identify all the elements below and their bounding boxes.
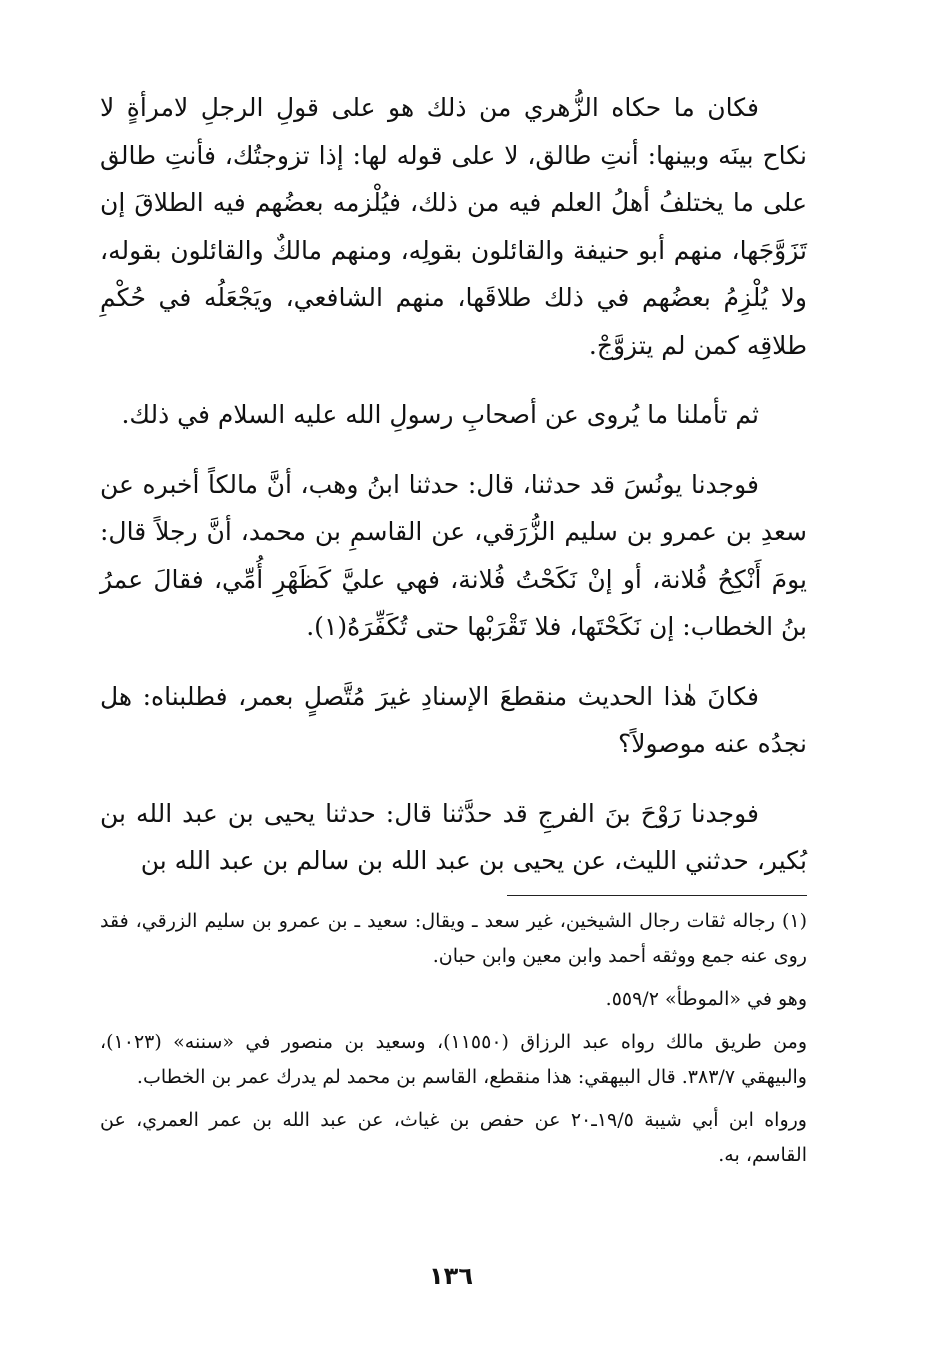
page-content [100,84,807,1173]
paragraph: فوجدنا يونُسَ قد حدثنا، قال: حدثنا ابنُ وهب، أنَّ مالكاً أخبره عن سعدِ بن عمرو بن سليم الزُّرَقي، عن القاسمِ بن محمد، أنَّ رجلاً قال: يومَ أَنْكِحُ فُلانة، أو إنْ نَكَحْتُ فُلانة، فهي عليَّ كَظَهْرِ أُمِّي، فقالَ عمرُ بنُ الخطاب: إن نَكَحْتَها، فلا تَقْرَبْها حتى تُكَفِّرَهُ(١). [100,469,807,641]
page-number: ١٣٦ [429,1262,473,1290]
paragraph: فكان ما حكاه الزُّهري من ذلك هو على قولِ الرجلِ لامرأةٍ لا نكاح بينَه وبينها: أنتِ طالق، لا على قوله لها: إذا تزوجتُك، فأنتِ طالق على ما يختلفُ أهلُ العلم فيه من ذلك، فيُلْزمه بعضُهم فيه الطلاقَ إن تَزَوَّجَها، منهم أبو حنيفة والقائلون بقولِه، ومنهم مالكٌ والقائلون بقوله، ولا يُلْزِمُ بعضُهم في ذلك طلاقَها، منهم الشافعي، ويَجْعَلُه في حُكْمِ طلاقِه كمن لم يتزوَّجْ. [100,93,807,360]
paragraph: فوجدنا رَوْحَ بنَ الفرجِ قد حدَّثنا قال: حدثنا يحيى بن عبد الله بن بُكير، حدثني الليث، عن يحيى بن عبد الله بن سالم بن عبد الله بن [100,798,807,875]
paragraph: فكانَ هٰذا الحديث منقطعَ الإسنادِ غيرَ مُتَّصلٍ بعمر، فطلبناه: هل نجدُه عنه موصولاً؟ [100,681,807,758]
footnote: ورواه ابن أبي شيبة ١٩/٥ـ٢٠ عن حفص بن غياث، عن عبد الله بن عمر العمري، عن القاسم، به. [100,1108,807,1166]
footnote: وهو في «الموطأ» ٥٥٩/٢. [605,987,807,1010]
paragraph: ثم تأملنا ما يُروى عن أصحابِ رسولِ الله عليه السلام في ذلك. [121,400,759,429]
footnote-divider [507,895,807,896]
footnote: ومن طريق مالك رواه عبد الرزاق (١١٥٥٠)، وسعيد بن منصور في «سننه» (١٠٢٣)، والبيهقي ٣٨٣/٧. قال البيهقي: هذا منقطع، القاسم بن محمد لم يدرك عمر بن الخطاب. [100,1030,807,1088]
main-text [100,84,807,885]
footnotes [100,904,807,1173]
footnote: (١) رجاله ثقات رجال الشيخين، غير سعد ـ ويقال: سعيد ـ بن عمرو بن سليم الزرقي، فقد روى عنه جمع ووثقه أحمد وابن معين وابن حبان. [100,909,807,967]
